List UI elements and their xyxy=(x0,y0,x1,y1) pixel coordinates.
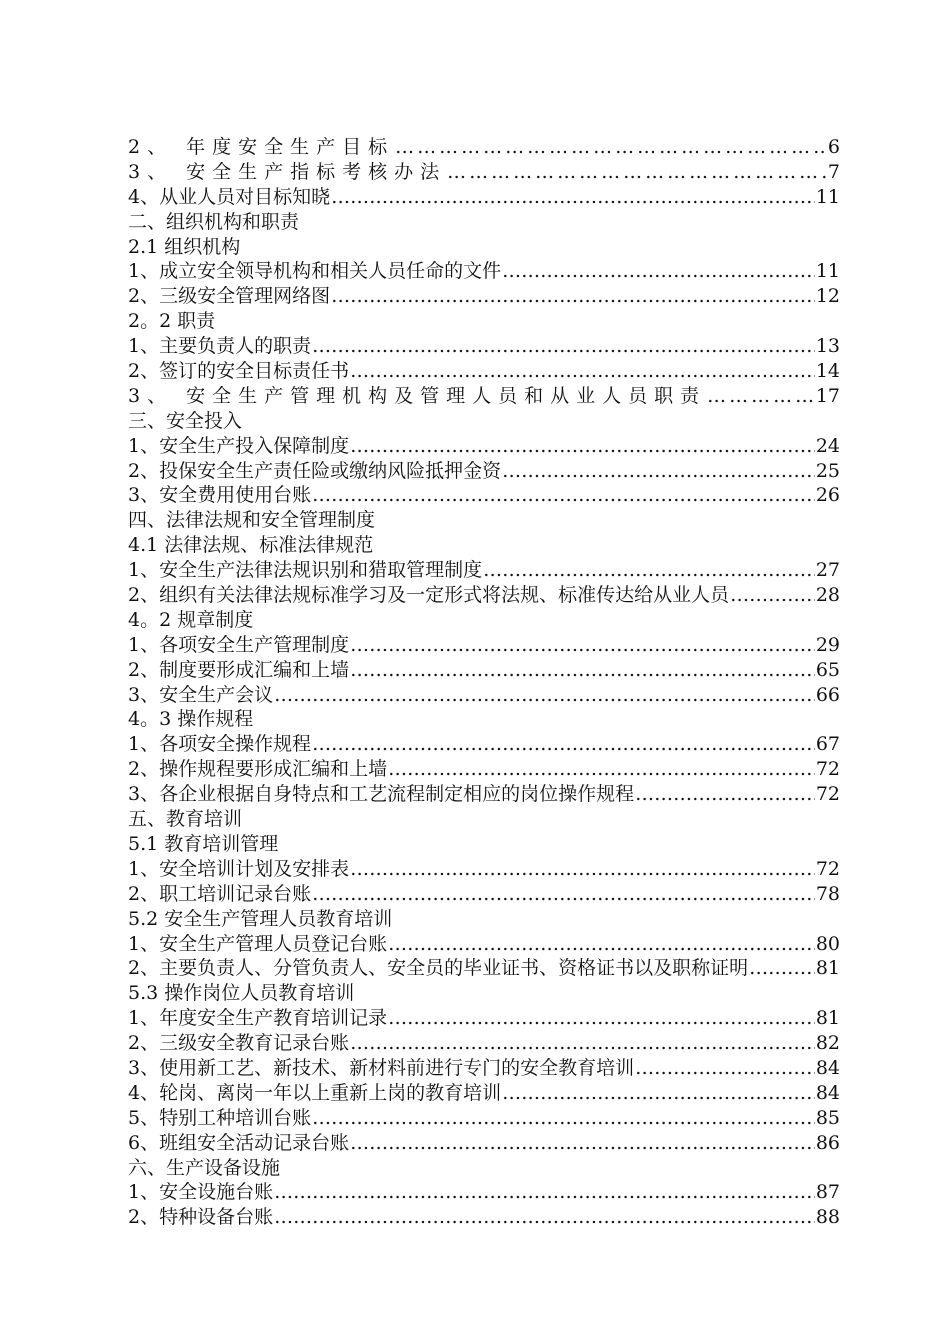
toc-page-number: 84 xyxy=(815,1056,840,1079)
toc-entry xyxy=(128,956,840,981)
toc-dot-leader xyxy=(635,1056,815,1081)
toc-dot-leader xyxy=(388,1006,815,1031)
toc-page-number: 67 xyxy=(815,733,840,756)
toc-section-heading xyxy=(128,235,840,260)
toc-entry xyxy=(128,1031,840,1056)
toc-entry-title: 4。3 操作规程 xyxy=(128,708,254,731)
toc-entry xyxy=(128,1006,840,1031)
toc-entry xyxy=(128,732,840,757)
toc-section-heading xyxy=(128,707,840,732)
toc-entry-title: 1、各项安全操作规程 xyxy=(128,733,312,756)
toc-dot-leader xyxy=(312,334,815,359)
toc-entry xyxy=(128,185,840,210)
toc-entry-title: 2、特种设备台账 xyxy=(128,1206,274,1229)
toc-entry-title: 5.1 教育培训管理 xyxy=(128,832,279,855)
toc-section-heading xyxy=(128,309,840,334)
toc-page-number: 85 xyxy=(815,1106,840,1129)
toc-page-number: 14 xyxy=(815,360,840,383)
toc-section-heading xyxy=(128,508,840,533)
toc-entry-title: 5.2 安全生产管理人员教育培训 xyxy=(128,907,393,930)
toc-page-number: 17 xyxy=(815,384,840,407)
toc-dot-leader xyxy=(312,882,815,907)
toc-dot-leader xyxy=(635,782,815,807)
toc-entry xyxy=(128,1205,840,1230)
toc-dot-leader xyxy=(502,459,815,484)
toc-entry-title: 1、成立安全领导机构和相关人员任命的文件 xyxy=(128,260,502,283)
toc-entry-title: 1、各项安全生产管理制度 xyxy=(128,633,350,656)
toc-entry xyxy=(128,583,840,608)
toc-entry-title: 1、安全生产投入保障制度 xyxy=(128,434,350,457)
toc-entry xyxy=(128,1131,840,1156)
toc-page-number: 81 xyxy=(815,957,840,980)
toc-dot-leader xyxy=(312,732,815,757)
toc-page-number: 65 xyxy=(815,658,840,681)
toc-entry-title: 3、 安全生产管理机构及管理人员和从业人员职责 xyxy=(128,384,707,407)
toc-entry-title: 1、安全生产法律法规识别和猎取管理制度 xyxy=(128,559,483,582)
toc-entry-title: 3、 安全生产指标考核办法 xyxy=(128,160,447,183)
toc-entry xyxy=(128,882,840,907)
toc-page-number: 6 xyxy=(827,136,840,158)
toc-dot-leader xyxy=(350,1131,815,1156)
toc-dot-leader xyxy=(395,135,827,160)
toc-page-number: 84 xyxy=(815,1081,840,1104)
toc-entry xyxy=(128,259,840,284)
toc-entry-title: 四、法律法规和安全管理制度 xyxy=(128,509,376,532)
toc-entry-title: 4、轮岗、离岗一年以上重新上岗的教育培训 xyxy=(128,1081,502,1104)
toc-dot-leader xyxy=(312,1106,815,1131)
toc-page-number: 78 xyxy=(815,882,840,905)
toc-entry-title: 2、制度要形成汇编和上墙 xyxy=(128,658,350,681)
toc-page-number: 88 xyxy=(815,1206,840,1229)
toc-entry-title: 五、教育培训 xyxy=(128,808,243,831)
toc-section-heading xyxy=(128,210,840,235)
toc-section-heading xyxy=(128,907,840,932)
toc-entry xyxy=(128,658,840,683)
toc-entry-title: 4。2 规章制度 xyxy=(128,608,254,631)
toc-entry-title: 1、主要负责人的职责 xyxy=(128,335,312,358)
toc-entry xyxy=(128,757,840,782)
toc-entry-title: 4.1 法律法规、标准法律规范 xyxy=(128,534,374,557)
toc-entry xyxy=(128,334,840,359)
toc-dot-leader xyxy=(388,757,815,782)
toc-dot-leader xyxy=(502,1081,815,1106)
toc-entry xyxy=(128,160,840,185)
toc-entry-title: 2、投保安全生产责任险或缴纳风险抵押金资 xyxy=(128,459,502,482)
toc-dot-leader xyxy=(350,359,815,384)
toc-page-number: 28 xyxy=(815,584,840,607)
toc-dot-leader xyxy=(312,483,815,508)
toc-page-number: 66 xyxy=(815,683,840,706)
toc-entry xyxy=(128,1180,840,1205)
toc-entry xyxy=(128,1056,840,1081)
toc-entry xyxy=(128,384,840,409)
toc-entry-title: 2、操作规程要形成汇编和上墙 xyxy=(128,758,388,781)
toc-page-number: 25 xyxy=(815,459,840,482)
toc-entry-title: 2、组织有关法律法规标准学习及一定形式将法规、标准传达给从业人员 xyxy=(128,584,730,607)
toc-page-number: 87 xyxy=(815,1181,840,1204)
toc-entry-title: 1、年度安全生产教育培训记录 xyxy=(128,1007,388,1030)
toc-section-heading xyxy=(128,981,840,1006)
toc-entry xyxy=(128,284,840,309)
toc-entry xyxy=(128,135,840,160)
toc-page-number: 24 xyxy=(815,434,840,457)
toc-page-number: 80 xyxy=(815,932,840,955)
toc-dot-leader xyxy=(447,160,827,185)
toc-section-heading xyxy=(128,1156,840,1181)
toc-entry-title: 2。2 职责 xyxy=(128,310,216,333)
toc-dot-leader xyxy=(274,1205,815,1230)
toc-entry xyxy=(128,359,840,384)
toc-entry-title: 3、使用新工艺、新技术、新材料前进行专门的安全教育培训 xyxy=(128,1056,635,1079)
toc-entry-title: 3、各企业根据自身特点和工艺流程制定相应的岗位操作规程 xyxy=(128,783,635,806)
toc-entry-title: 2、主要负责人、分管负责人、安全员的毕业证书、资格证书以及职称证明 xyxy=(128,957,749,980)
toc-entry-title: 2、三级安全管理网络图 xyxy=(128,285,331,308)
table-of-contents xyxy=(128,135,840,1230)
toc-page-number: 7 xyxy=(827,160,840,183)
toc-entry-title: 3、安全生产会议 xyxy=(128,683,274,706)
toc-page-number: 27 xyxy=(815,559,840,582)
toc-page-number: 13 xyxy=(815,335,840,358)
toc-page-number: 12 xyxy=(815,285,840,308)
toc-entry-title: 2、 年度安全生产目标 xyxy=(128,136,395,158)
toc-page-number: 82 xyxy=(815,1032,840,1055)
toc-page-number: 11 xyxy=(815,185,840,208)
toc-dot-leader xyxy=(350,434,815,459)
toc-entry xyxy=(128,683,840,708)
toc-entry-title: 6、班组安全活动记录台账 xyxy=(128,1131,350,1154)
toc-section-heading xyxy=(128,409,840,434)
toc-entry-title: 2、三级安全教育记录台账 xyxy=(128,1032,350,1055)
toc-dot-leader xyxy=(388,932,815,957)
toc-page-number: 26 xyxy=(815,484,840,507)
toc-entry xyxy=(128,558,840,583)
toc-entry-title: 2、签订的安全目标责任书 xyxy=(128,360,350,383)
toc-entry-title: 三、安全投入 xyxy=(128,409,243,432)
toc-page-number: 72 xyxy=(815,758,840,781)
toc-dot-leader xyxy=(350,633,815,658)
toc-page-number: 72 xyxy=(815,857,840,880)
toc-entry xyxy=(128,857,840,882)
toc-dot-leader xyxy=(707,384,815,409)
toc-entry-title: 5、特别工种培训台账 xyxy=(128,1106,312,1129)
toc-dot-leader xyxy=(350,1031,815,1056)
toc-section-heading xyxy=(128,832,840,857)
toc-dot-leader xyxy=(350,857,815,882)
toc-entry xyxy=(128,434,840,459)
toc-section-heading xyxy=(128,533,840,558)
toc-entry-title: 4、从业人员对目标知晓 xyxy=(128,185,331,208)
toc-page-number: 81 xyxy=(815,1007,840,1030)
toc-page-number: 86 xyxy=(815,1131,840,1154)
toc-entry-title: 1、安全培训计划及安排表 xyxy=(128,857,350,880)
toc-entry-title: 二、组织机构和职责 xyxy=(128,210,300,233)
toc-entry xyxy=(128,932,840,957)
toc-entry xyxy=(128,1106,840,1131)
toc-entry-title: 1、安全设施台账 xyxy=(128,1181,274,1204)
toc-dot-leader xyxy=(730,583,815,608)
toc-entry-title: 六、生产设备设施 xyxy=(128,1156,281,1179)
toc-entry xyxy=(128,782,840,807)
toc-dot-leader xyxy=(350,658,815,683)
toc-entry xyxy=(128,483,840,508)
toc-entry-title: 2、职工培训记录台账 xyxy=(128,882,312,905)
toc-entry-title: 2.1 组织机构 xyxy=(128,235,241,258)
toc-dot-leader xyxy=(483,558,815,583)
toc-page-number: 11 xyxy=(815,260,840,283)
toc-entry-title: 3、安全费用使用台账 xyxy=(128,484,312,507)
toc-dot-leader xyxy=(331,185,815,210)
toc-entry xyxy=(128,459,840,484)
toc-section-heading xyxy=(128,608,840,633)
toc-page-number: 72 xyxy=(815,783,840,806)
toc-section-heading xyxy=(128,807,840,832)
toc-dot-leader xyxy=(502,259,815,284)
toc-entry-title: 5.3 操作岗位人员教育培训 xyxy=(128,982,355,1005)
toc-dot-leader xyxy=(274,1180,815,1205)
toc-page-number: 29 xyxy=(815,633,840,656)
toc-dot-leader xyxy=(274,683,815,708)
toc-dot-leader xyxy=(749,956,815,981)
toc-entry xyxy=(128,1081,840,1106)
toc-entry-title: 1、安全生产管理人员登记台账 xyxy=(128,932,388,955)
toc-entry xyxy=(128,633,840,658)
toc-dot-leader xyxy=(331,284,815,309)
